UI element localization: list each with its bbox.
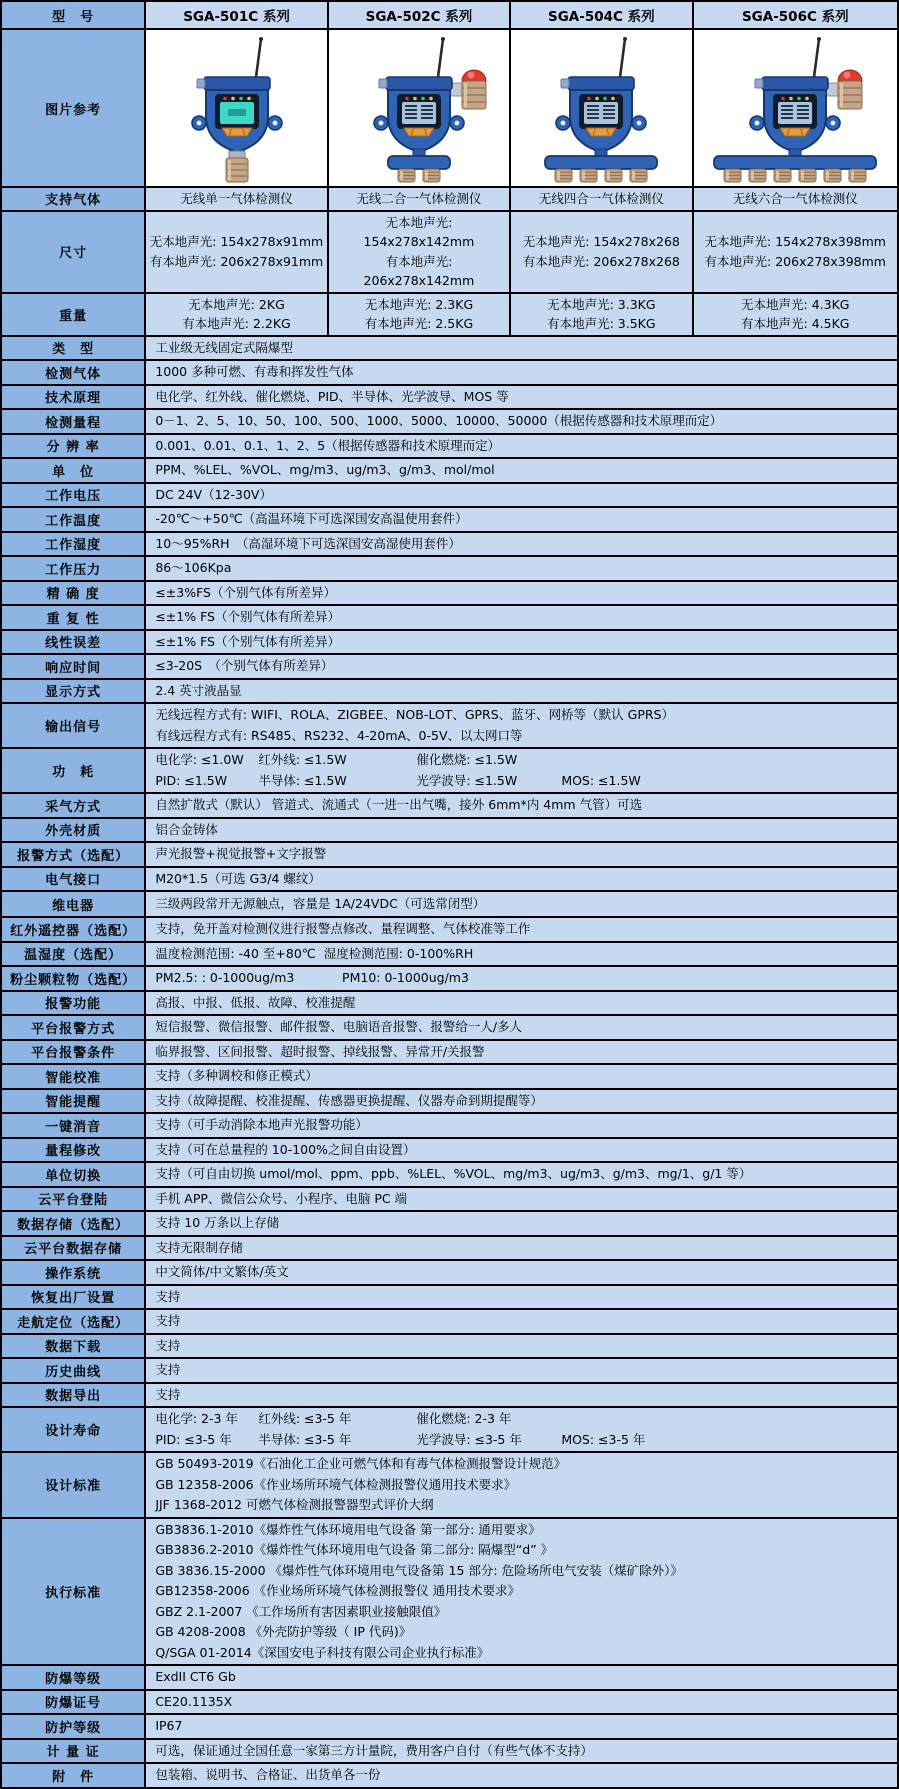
spec-line: 无本地声光: 2.3KG — [364, 296, 474, 312]
spec-line: PPM、%LEL、%VOL、mg/m3、ug/m3、g/m3、mol/mol — [155, 462, 495, 477]
table-row — [1, 1236, 898, 1261]
spec-segment: 电化学: 2-3 年 — [155, 1411, 238, 1426]
row-label: 粉尘颗粒物（选配） — [1, 966, 145, 991]
table-row — [1, 1211, 898, 1236]
spec-line: 0.001、0.01、0.1、1、2、5（根据传感器和技术原理而定） — [155, 437, 501, 453]
spec-line: JJF 1368-2012 可燃气体检测报警器型式评价大纲 — [155, 1497, 434, 1512]
table-row — [1, 654, 898, 679]
row-label: 重量 — [1, 293, 145, 336]
table-row — [1, 842, 898, 867]
spec-line: Q/SGA 01-2014《深国安电子科技有限公司企业执行标准》 — [155, 1644, 490, 1660]
table-row — [1, 818, 898, 843]
spec-value — [145, 507, 898, 532]
spec-line: GB12358-2006 《作业场所环境气体检测报警仪 通用技术要求》 — [155, 1583, 521, 1598]
row-label: 云平台数据存储 — [1, 1236, 145, 1261]
spec-line: GB3836.2-2010《爆炸性气体环境用电气设备 第二部分: 隔爆型“d” 》 — [155, 1542, 554, 1557]
spec-value — [145, 1665, 898, 1690]
row-label: 线性误差 — [1, 630, 145, 655]
spec-value — [145, 748, 898, 793]
spec-line: 有本地声光: 206x278x142mm — [363, 253, 475, 288]
spec-line — [155, 1409, 893, 1430]
row-label: 报警功能 — [1, 991, 145, 1016]
spec-value — [145, 1162, 898, 1187]
table-row — [1, 409, 898, 434]
table-row — [1, 483, 898, 508]
spec-value — [145, 1714, 898, 1739]
table-row — [1, 793, 898, 818]
spec-value — [145, 1518, 898, 1666]
row-label: 支持气体 — [1, 187, 145, 211]
row-label: 类 型 — [1, 336, 145, 361]
row-label: 一键消音 — [1, 1113, 145, 1138]
table-row — [1, 556, 898, 581]
table-row — [1, 630, 898, 655]
row-label: 历史曲线 — [1, 1358, 145, 1383]
table-row — [1, 1407, 898, 1452]
spec-value — [145, 1739, 898, 1764]
spec-value — [145, 818, 898, 843]
table-row — [1, 434, 898, 459]
spec-value — [693, 293, 898, 336]
spec-value — [145, 703, 898, 748]
row-label: 重 复 性 — [1, 605, 145, 630]
table-row — [1, 1309, 898, 1334]
spec-value — [145, 793, 898, 818]
spec-line: 声光报警+视觉报警+文字报警 — [155, 846, 327, 861]
spec-value — [145, 1358, 898, 1383]
spec-line: 86～106Kpa — [155, 560, 232, 575]
spec-value — [145, 1236, 898, 1261]
spec-line: 无线六合一气体检测仪 — [732, 191, 858, 206]
row-label: 红外遥控器（选配） — [1, 917, 145, 942]
row-label: 设计寿命 — [1, 1407, 145, 1452]
spec-value — [510, 211, 692, 293]
spec-line: 支持（可自由切换 umol/mol、ppm、ppb、%LEL、%VOL、mg/m3、ug/m3、g/m3、mg/1、g/1 等） — [155, 1166, 752, 1181]
table-row — [1, 581, 898, 606]
spec-line: 有本地声光: 206x278x398mm — [704, 253, 886, 269]
row-label: 输出信号 — [1, 703, 145, 748]
sga-502c-device-photo — [333, 33, 505, 183]
spec-value — [145, 1309, 898, 1334]
table-row — [1, 679, 898, 704]
row-label: 检测气体 — [1, 360, 145, 385]
table-row — [1, 703, 898, 748]
table-row — [1, 1162, 898, 1187]
table-row — [1, 748, 898, 793]
table-row — [1, 336, 898, 361]
spec-line: 10～95%RH （高湿环境下可选深国安高湿使用套件） — [155, 535, 461, 551]
spec-value — [145, 434, 898, 459]
row-label: 数据下载 — [1, 1334, 145, 1359]
row-label: 工作电压 — [1, 483, 145, 508]
spec-segment: PID: ≤1.5W — [155, 772, 228, 788]
table-row — [1, 1285, 898, 1310]
row-label: 采气方式 — [1, 793, 145, 818]
spec-line: 0－1、2、5、10、50、100、500、1000、5000、10000、50000（根据传感器和技术原理而定） — [155, 413, 723, 428]
spec-line: 支持无限制存储 — [155, 1239, 243, 1255]
spec-line: IP67 — [155, 1718, 183, 1733]
spec-value — [145, 211, 327, 293]
spec-line: 有本地声光: 2.5KG — [364, 316, 474, 331]
table-row — [1, 1739, 898, 1764]
spec-line: 支持（可在总量程的 10-100%之间自由设置） — [155, 1141, 416, 1157]
table-row — [1, 507, 898, 532]
row-label: 云平台登陆 — [1, 1187, 145, 1212]
spec-value — [145, 1452, 898, 1518]
row-label: 单 位 — [1, 458, 145, 483]
row-label: 显示方式 — [1, 679, 145, 704]
spec-segment: 半导体: ≤1.5W — [258, 772, 347, 788]
spec-segment: 红外线: ≤1.5W — [258, 752, 347, 767]
spec-segment: 催化燃烧: 2-3 年 — [416, 1411, 512, 1426]
spec-line: 支持 — [155, 1313, 181, 1328]
row-label: 电气接口 — [1, 867, 145, 892]
spec-line: 无本地声光: 154x278x142mm — [363, 214, 475, 249]
spec-line: 有本地声光: 2.2KG — [182, 316, 291, 331]
spec-line: 有本地声光: 206x278x91mm — [149, 253, 324, 269]
spec-value — [145, 532, 898, 557]
spec-line: 支持（可手动消除本地声光报警功能） — [155, 1117, 368, 1132]
table-row — [1, 605, 898, 630]
spec-line: 温度检测范围: -40 至+80℃ 湿度检测范围: 0-100%RH — [155, 945, 474, 961]
spec-value — [145, 1383, 898, 1408]
row-label: 技术原理 — [1, 385, 145, 410]
table-row — [1, 1334, 898, 1359]
spec-value — [328, 293, 510, 336]
spec-line: 支持（故障提醒、校准提醒、传感器更换提醒、仪器寿命到期提醒等） — [155, 1092, 543, 1108]
spec-value — [145, 556, 898, 581]
spec-line: 无线单一气体检测仪 — [180, 191, 293, 206]
spec-value — [145, 842, 898, 867]
spec-segment: PID: ≤3-5 年 — [155, 1431, 232, 1447]
spec-value — [510, 187, 692, 211]
spec-line: M20*1.5（可选 G3/4 螺纹） — [155, 870, 321, 886]
spec-line: 支持 — [155, 1362, 181, 1377]
table-row — [1, 293, 898, 336]
spec-line: 支持 — [155, 1337, 181, 1353]
spec-value — [510, 293, 692, 336]
sga-504c-device-photo — [515, 33, 687, 183]
spec-line: 短信报警、微信报警、邮件报警、电脑语音报警、报警给一人/多人 — [155, 1019, 523, 1034]
spec-line: 2.4 英寸液晶显 — [155, 682, 242, 698]
table-row — [1, 1015, 898, 1040]
spec-line: GB 4208-2008 《外壳防护等级（ IP 代码)》 — [155, 1624, 412, 1639]
table-row — [1, 1383, 898, 1408]
spec-line: 电化学、红外线、催化燃烧、PID、半导体、光学波导、MOS 等 — [155, 388, 509, 404]
row-label: 量程修改 — [1, 1138, 145, 1163]
spec-segment: 光学波导: ≤1.5W — [416, 772, 518, 788]
row-label: 报警方式（选配） — [1, 842, 145, 867]
spec-value — [145, 867, 898, 892]
spec-value — [145, 1285, 898, 1310]
table-row — [1, 991, 898, 1016]
row-label: 执行标准 — [1, 1518, 145, 1666]
sga-504c-image-cell — [510, 29, 692, 187]
spec-line: 可选，保证通过全国任意一家第三方计量院，费用客户自付（有些气体不支持） — [155, 1742, 593, 1758]
spec-value — [145, 360, 898, 385]
spec-segment: 催化燃烧: ≤1.5W — [416, 752, 518, 767]
spec-line: ≤3-20S （个别气体有所差异） — [155, 658, 334, 673]
spec-value — [145, 1260, 898, 1285]
spec-value — [145, 409, 898, 434]
spec-line: 支持（多种调校和修正模式） — [155, 1068, 318, 1083]
row-label: 计 量 证 — [1, 1739, 145, 1764]
row-label: 平台报警方式 — [1, 1015, 145, 1040]
spec-table-body — [1, 1, 898, 1788]
table-row — [1, 385, 898, 410]
spec-line: 工业级无线固定式隔爆型 — [155, 339, 293, 355]
spec-line: 铝合金铸体 — [155, 821, 218, 837]
row-label: 操作系统 — [1, 1260, 145, 1285]
table-row — [1, 1089, 898, 1114]
model-header: SGA-506C 系列 — [693, 1, 898, 29]
table-row — [1, 917, 898, 942]
model-header: SGA-502C 系列 — [328, 1, 510, 29]
sga-502c-image-cell — [328, 29, 510, 187]
row-label: 图片参考 — [1, 29, 145, 187]
spec-value — [145, 187, 327, 211]
spec-line: GB 3836.15-2000 《爆炸性气体环境用电气设备第 15 部分: 危险场所电气安装（煤矿除外）》 — [155, 1562, 683, 1578]
table-row — [1, 1260, 898, 1285]
row-label: 外壳材质 — [1, 818, 145, 843]
row-label: 走航定位（选配） — [1, 1309, 145, 1334]
spec-line: GB 50493-2019《石油化工企业可燃气体和有毒气体检测报警设计规范》 — [155, 1456, 567, 1471]
spec-value — [145, 654, 898, 679]
spec-segment: 电化学: ≤1.0W — [155, 752, 244, 767]
table-row — [1, 532, 898, 557]
spec-value — [145, 1138, 898, 1163]
row-label: 防护等级 — [1, 1714, 145, 1739]
spec-line: 无线四合一气体检测仪 — [538, 191, 664, 206]
row-label: 防爆等级 — [1, 1665, 145, 1690]
spec-line: 有线远程方式有: RS485、RS232、4-20mA、0-5V、以太网口等 — [155, 727, 523, 743]
spec-line: 1000 多种可燃、有毒和挥发性气体 — [155, 364, 354, 379]
spec-line: CE20.1135X — [155, 1693, 233, 1709]
row-label: 响应时间 — [1, 654, 145, 679]
row-label: 防爆证号 — [1, 1690, 145, 1715]
spec-value — [145, 293, 327, 336]
spec-line: 包装箱、说明书、合格证、出货单各一份 — [155, 1767, 381, 1782]
spec-value — [145, 483, 898, 508]
spec-line: ≤±1% FS（个别气体有所差异） — [155, 633, 340, 649]
spec-value — [145, 605, 898, 630]
spec-line: 无本地声光: 2KG — [188, 296, 285, 312]
spec-line: 无本地声光: 154x278x91mm — [149, 234, 324, 249]
spec-segment: 光学波导: ≤3-5 年 — [416, 1431, 522, 1447]
table-row — [1, 187, 898, 211]
spec-value — [145, 1015, 898, 1040]
spec-segment: MOS: ≤1.5W — [561, 772, 641, 788]
spec-value — [145, 1690, 898, 1715]
model-header: SGA-504C 系列 — [510, 1, 692, 29]
spec-value — [145, 458, 898, 483]
table-row — [1, 1452, 898, 1518]
row-label: 功 耗 — [1, 748, 145, 793]
spec-line: DC 24V（12-30V） — [155, 486, 272, 502]
table-row — [1, 891, 898, 917]
row-label: 附 件 — [1, 1763, 145, 1788]
spec-line: ≤±1% FS（个别气体有所差异） — [155, 609, 340, 624]
spec-value — [145, 630, 898, 655]
image-row — [1, 29, 898, 187]
row-label: 数据导出 — [1, 1383, 145, 1408]
row-label: 温湿度（选配） — [1, 942, 145, 967]
spec-value — [693, 211, 898, 293]
row-label: 智能校准 — [1, 1064, 145, 1089]
row-label: 工作湿度 — [1, 532, 145, 557]
table-row — [1, 942, 898, 967]
spec-segment: 红外线: ≤3-5 年 — [258, 1411, 352, 1426]
row-label: 检测量程 — [1, 409, 145, 434]
spec-line: ≤±3%FS（个别气体有所差异） — [155, 584, 336, 600]
spec-line: 中文简体/中文繁体/英文 — [155, 1264, 289, 1279]
spec-value — [145, 1763, 898, 1788]
spec-value — [145, 1187, 898, 1212]
spec-value — [328, 187, 510, 211]
spec-line: 手机 APP、微信公众号、小程序、电脑 PC 端 — [155, 1190, 408, 1206]
spec-line — [155, 1430, 893, 1451]
spec-line: 无线远程方式有: WIFI、ROLA、ZIGBEE、NOB-LOT、GPRS、蓝牙、网桥等（默认 GPRS） — [155, 707, 674, 722]
spec-value — [693, 187, 898, 211]
spec-segment: MOS: ≤3-5 年 — [561, 1431, 646, 1447]
spec-value — [145, 1113, 898, 1138]
spec-line: 无本地声光: 3.3KG — [547, 296, 656, 312]
spec-value — [145, 1334, 898, 1359]
spec-segment: 半导体: ≤3-5 年 — [258, 1431, 352, 1447]
row-label: 工作温度 — [1, 507, 145, 532]
spec-line: 无本地声光: 154x278x398mm — [704, 234, 886, 249]
spec-value — [145, 1089, 898, 1114]
row-label: 型 号 — [1, 1, 145, 29]
spec-value — [145, 891, 898, 917]
sga-501c-image-cell — [145, 29, 327, 187]
spec-line: 无本地声光: 4.3KG — [741, 296, 850, 312]
row-label: 工作压力 — [1, 556, 145, 581]
spec-line — [155, 750, 893, 771]
row-label: 精 确 度 — [1, 581, 145, 606]
table-row — [1, 1187, 898, 1212]
spec-line: 有本地声光: 206x278x268 — [522, 253, 680, 269]
spec-line: 支持 — [155, 1288, 181, 1304]
spec-line: 自然扩散式（默认） 管道式、流通式（一进一出气嘴，接外 6mm*内 4mm 气管）可选 — [155, 797, 643, 812]
sga-501c-device-photo — [151, 33, 323, 183]
sga-506c-device-photo — [709, 33, 881, 183]
spec-value — [328, 211, 510, 293]
row-label: 分 辨 率 — [1, 434, 145, 459]
row-label: 平台报警条件 — [1, 1040, 145, 1065]
spec-line: 支持 10 万条以上存储 — [155, 1215, 280, 1230]
table-row — [1, 867, 898, 892]
spec-value — [145, 581, 898, 606]
table-row — [1, 1138, 898, 1163]
row-label: 智能提醒 — [1, 1089, 145, 1114]
spec-line: GB3836.1-2010《爆炸性气体环境用电气设备 第一部分: 通用要求》 — [155, 1521, 541, 1537]
spec-value — [145, 336, 898, 361]
spec-value — [145, 966, 898, 991]
table-row — [1, 1714, 898, 1739]
spec-line: 高报、中报、低报、故障、校准提醒 — [155, 994, 356, 1010]
row-label: 恢复出厂设置 — [1, 1285, 145, 1310]
spec-value — [145, 1211, 898, 1236]
spec-line: 三级两段常开无源触点，容量是 1A/24VDC（可选常闭型） — [155, 895, 486, 911]
table-row — [1, 1518, 898, 1666]
spec-line: PM2.5: : 0-1000ug/m3 PM10: 0-1000ug/m3 — [155, 970, 469, 985]
spec-line: 有本地声光: 4.5KG — [741, 316, 850, 331]
spec-value — [145, 1064, 898, 1089]
table-row — [1, 1763, 898, 1788]
spec-line — [155, 771, 893, 792]
spec-line: 临界报警、区间报警、超时报警、掉线报警、异常开/关报警 — [155, 1043, 485, 1059]
spec-value — [145, 917, 898, 942]
table-row — [1, 1358, 898, 1383]
table-row — [1, 360, 898, 385]
sga-506c-image-cell — [693, 29, 898, 187]
spec-value — [145, 1407, 898, 1452]
table-row — [1, 1113, 898, 1138]
row-label: 数据存储（选配） — [1, 1211, 145, 1236]
spec-value — [145, 385, 898, 410]
spec-line: 支持 — [155, 1386, 181, 1402]
spec-value — [145, 1040, 898, 1065]
row-label: 单位切换 — [1, 1162, 145, 1187]
row-label: 设计标准 — [1, 1452, 145, 1518]
spec-line: GBZ 2.1-2007 《工作场所有害因素职业接触限值》 — [155, 1603, 447, 1619]
spec-line: ExdII CT6 Gb — [155, 1669, 236, 1684]
spec-line: GB 12358-2006《作业场所环境气体检测报警仪通用技术要求》 — [155, 1476, 517, 1492]
table-row — [1, 458, 898, 483]
spec-line: 支持，免开盖对检测仪进行报警点修改、量程调整、气体校准等工作 — [155, 921, 531, 936]
table-row — [1, 1690, 898, 1715]
row-label: 维电器 — [1, 891, 145, 917]
table-row — [1, 211, 898, 293]
table-row — [1, 1064, 898, 1089]
spec-line: 有本地声光: 3.5KG — [547, 316, 656, 331]
spec-line: 无线二合一气体检测仪 — [356, 191, 482, 206]
table-row — [1, 966, 898, 991]
model-header: SGA-501C 系列 — [145, 1, 327, 29]
model-header-row — [1, 1, 898, 29]
spec-line: -20℃～+50℃（高温环境下可选深国安高温使用套件） — [155, 511, 468, 526]
row-label: 尺寸 — [1, 211, 145, 293]
spec-value — [145, 991, 898, 1016]
spec-value — [145, 679, 898, 704]
spec-value — [145, 942, 898, 967]
table-row — [1, 1040, 898, 1065]
table-row — [1, 1665, 898, 1690]
spec-line: 无本地声光: 154x278x268 — [522, 234, 680, 249]
